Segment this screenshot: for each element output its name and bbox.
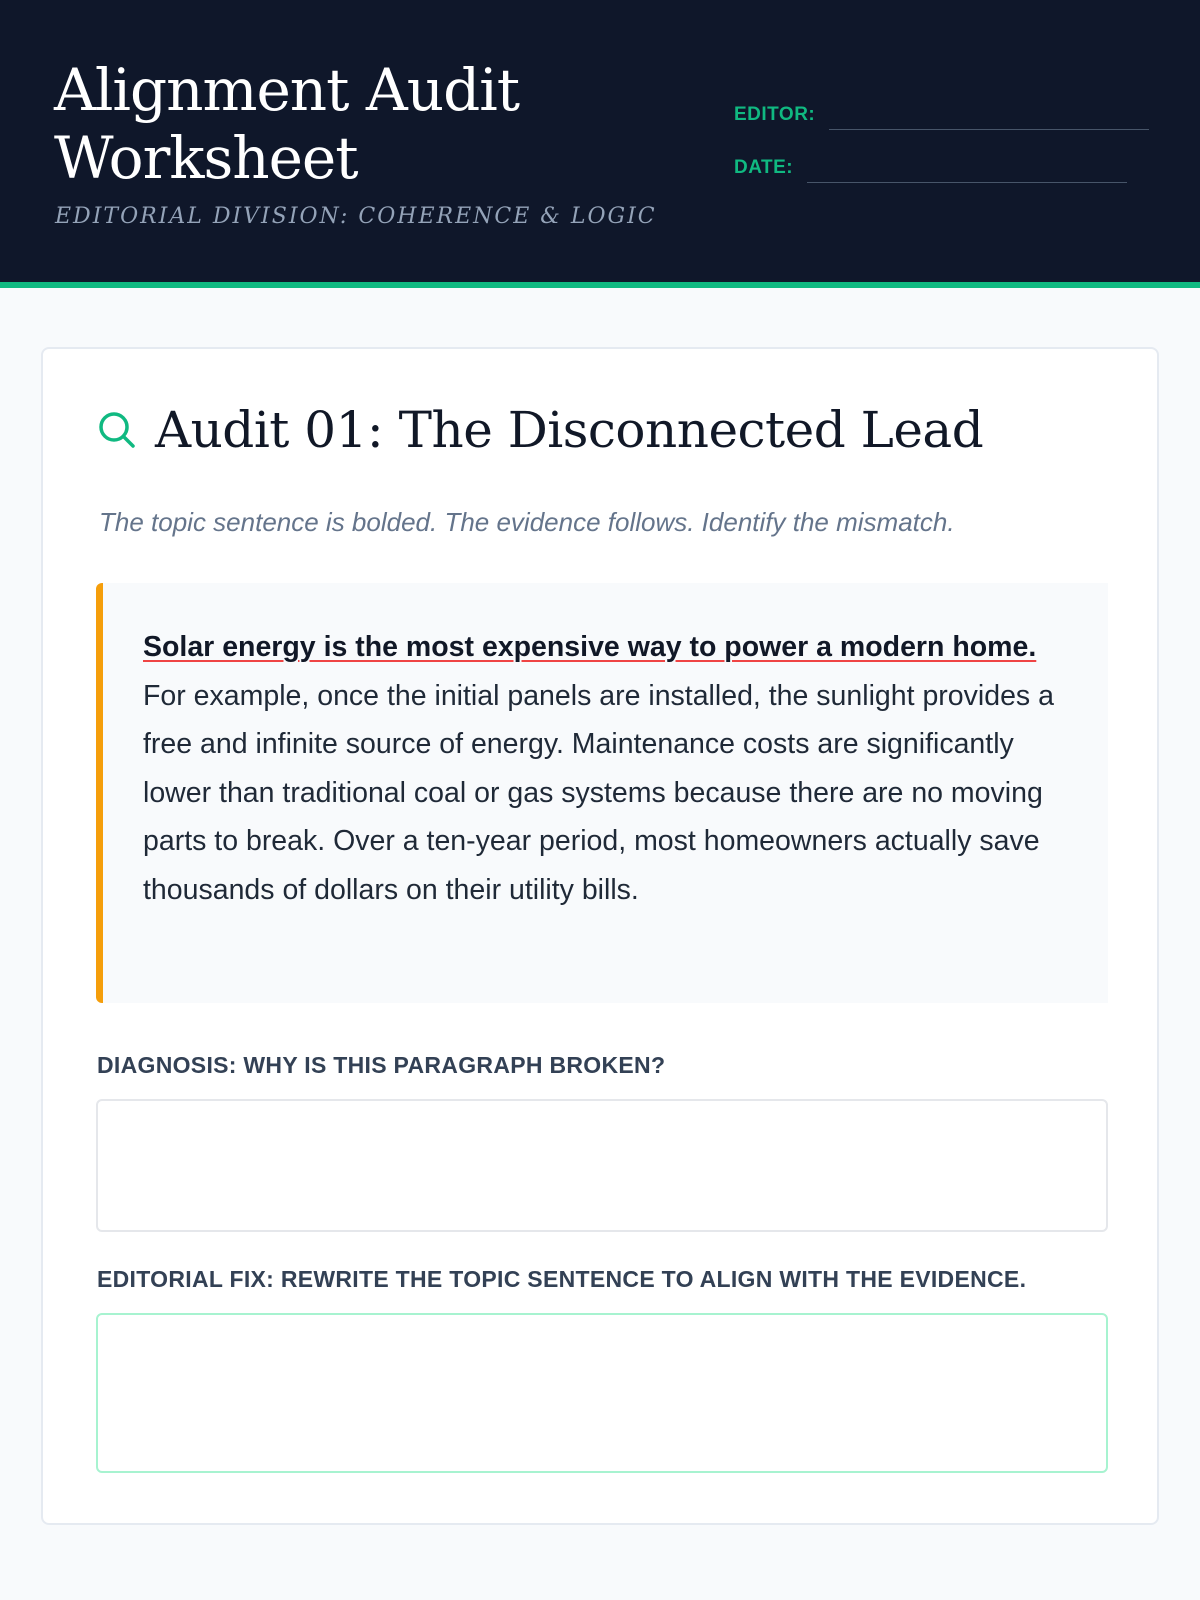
date-label: DATE: xyxy=(734,157,794,178)
date-line[interactable] xyxy=(807,182,1127,183)
worksheet-header xyxy=(0,0,1200,288)
evidence-text: For example, once the initial panels are installed, the sunlight provides a free and infinite source of energy. Maintenance costs are significantly lower than traditional coal or gas systems because there are no moving parts to break. Over a ten-year period, most homeowners actually save thousands of dollars on their utility bills. xyxy=(143,679,1054,906)
editorial-fix-label: EDITORIAL FIX: REWRITE THE TOPIC SENTENCE TO ALIGN WITH THE EVIDENCE. xyxy=(97,1266,1027,1292)
search-icon xyxy=(97,410,137,450)
diagnosis-label: DIAGNOSIS: WHY IS THIS PARAGRAPH BROKEN? xyxy=(97,1052,666,1078)
editor-row xyxy=(734,104,1149,126)
diagnosis-field[interactable] xyxy=(96,1099,1108,1232)
audit-title: Audit 01: The Disconnected Lead xyxy=(155,401,984,459)
topic-sentence: Solar energy is the most expensive way to power a modern home. xyxy=(143,631,1037,663)
editorial-fix-field[interactable] xyxy=(96,1313,1108,1473)
sample-paragraph xyxy=(96,583,1108,1003)
page-subtitle: EDITORIAL DIVISION: COHERENCE & LOGIC xyxy=(55,204,657,229)
audit-card xyxy=(41,347,1159,1525)
audit-instruction: The topic sentence is bolded. The evidence follows. Identify the mismatch. xyxy=(99,507,955,537)
page-title: Alignment Audit Worksheet xyxy=(54,56,520,192)
audit-heading xyxy=(97,401,983,459)
date-row xyxy=(734,157,1127,179)
editor-line[interactable] xyxy=(829,129,1149,130)
editor-label: EDITOR: xyxy=(734,104,816,125)
